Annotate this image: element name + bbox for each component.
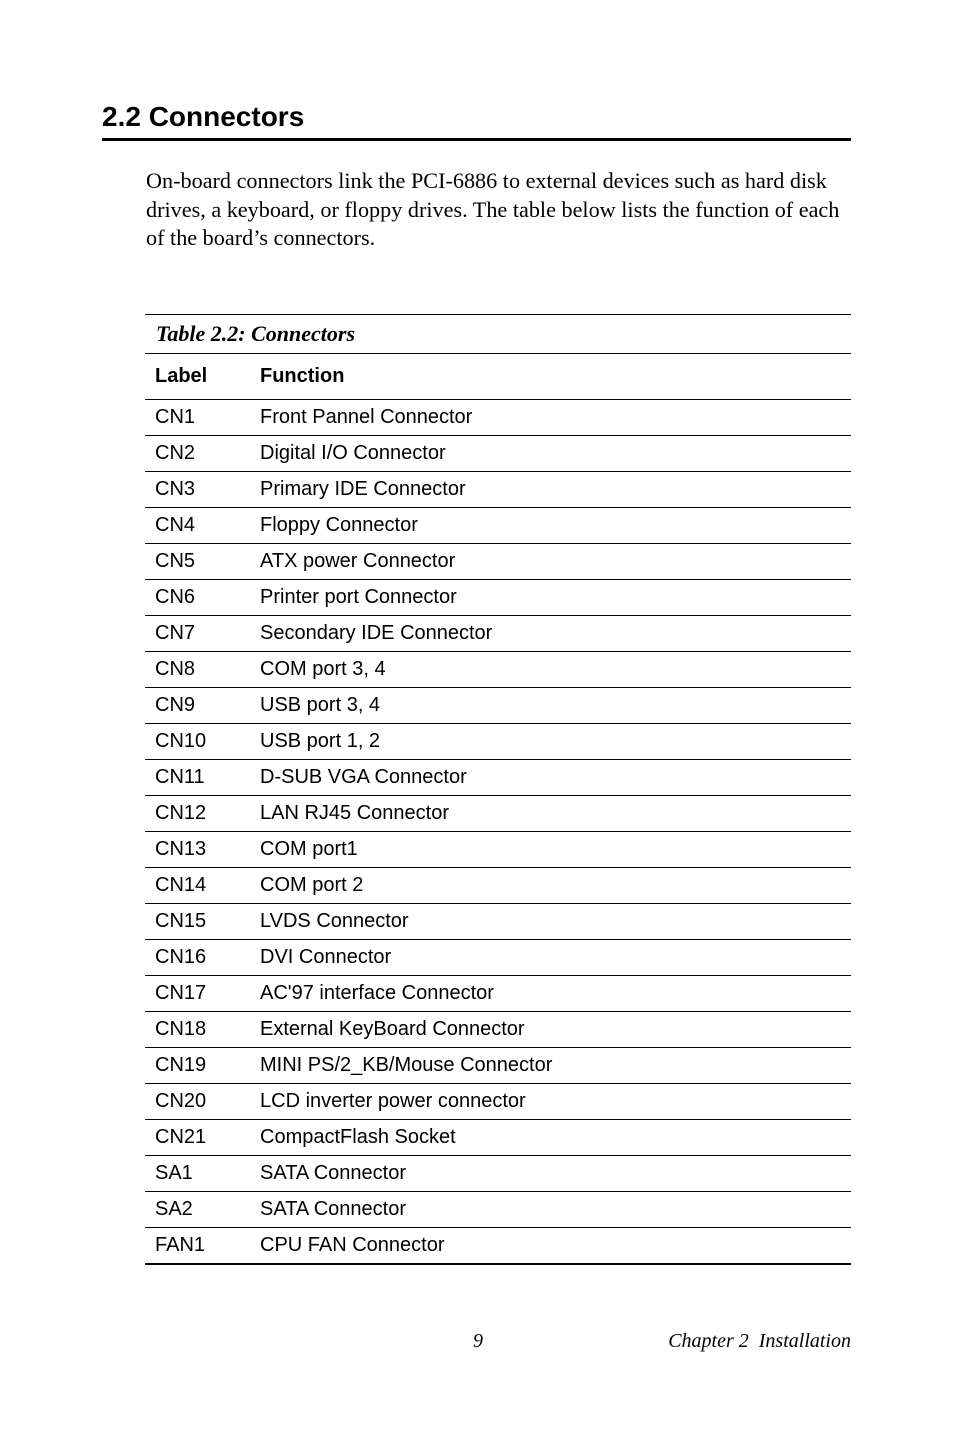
connector-label-cell: CN17	[145, 976, 260, 1012]
table-row	[145, 1228, 851, 1265]
table-row	[145, 1084, 851, 1120]
connector-label-cell: CN15	[145, 904, 260, 940]
table-row	[145, 904, 851, 940]
table-row	[145, 472, 851, 508]
connector-label-cell: SA1	[145, 1156, 260, 1192]
connector-function-cell: USB port 3, 4	[260, 688, 851, 724]
table-row	[145, 976, 851, 1012]
connector-function-cell: LVDS Connector	[260, 904, 851, 940]
connector-function-cell: LAN RJ45 Connector	[260, 796, 851, 832]
table-row	[145, 1120, 851, 1156]
connector-function-cell: Floppy Connector	[260, 508, 851, 544]
connector-function-cell: CompactFlash Socket	[260, 1120, 851, 1156]
table-caption: Table 2.2: Connectors	[145, 314, 851, 354]
table-row	[145, 1012, 851, 1048]
connector-function-cell: AC'97 interface Connector	[260, 976, 851, 1012]
table-row	[145, 508, 851, 544]
connector-label-cell: FAN1	[145, 1228, 260, 1265]
connector-label-cell: CN5	[145, 544, 260, 580]
table-row	[145, 436, 851, 472]
connector-label-cell: CN21	[145, 1120, 260, 1156]
table-row	[145, 400, 851, 436]
connector-function-cell: SATA Connector	[260, 1156, 851, 1192]
section-heading: 2.2 Connectors	[102, 98, 851, 141]
connector-function-cell: COM port 3, 4	[260, 652, 851, 688]
connector-function-cell: MINI PS/2_KB/Mouse Connector	[260, 1048, 851, 1084]
connector-function-cell: Digital I/O Connector	[260, 436, 851, 472]
connector-function-cell: LCD inverter power connector	[260, 1084, 851, 1120]
table-row	[145, 688, 851, 724]
connector-label-cell: CN14	[145, 868, 260, 904]
connector-function-cell: Printer port Connector	[260, 580, 851, 616]
table-row	[145, 616, 851, 652]
column-header-label: Label	[145, 354, 260, 400]
connector-label-cell: CN6	[145, 580, 260, 616]
connector-function-cell: COM port 2	[260, 868, 851, 904]
connector-function-cell: SATA Connector	[260, 1192, 851, 1228]
table-row	[145, 868, 851, 904]
table-row	[145, 652, 851, 688]
connector-function-cell: DVI Connector	[260, 940, 851, 976]
connector-function-cell: COM port1	[260, 832, 851, 868]
connector-label-cell: CN19	[145, 1048, 260, 1084]
connector-label-cell: CN16	[145, 940, 260, 976]
connector-label-cell: CN11	[145, 760, 260, 796]
table-row	[145, 796, 851, 832]
connector-function-cell: Primary IDE Connector	[260, 472, 851, 508]
table-header-row	[145, 354, 851, 400]
page-number: 9	[473, 1330, 483, 1352]
column-header-function: Function	[260, 354, 851, 400]
connector-label-cell: CN13	[145, 832, 260, 868]
connector-label-cell: CN18	[145, 1012, 260, 1048]
connectors-table	[145, 354, 851, 1265]
table-row	[145, 1048, 851, 1084]
intro-paragraph: On-board connectors link the PCI-6886 to external devices such as hard disk drives, a keyboard, or floppy drives. The table below lists the function of each of the board’s connectors.	[146, 168, 840, 251]
connector-function-cell: Secondary IDE Connector	[260, 616, 851, 652]
table-row	[145, 940, 851, 976]
connector-label-cell: CN1	[145, 400, 260, 436]
table-row	[145, 544, 851, 580]
table-row	[145, 832, 851, 868]
table-body	[145, 400, 851, 1265]
table-row	[145, 760, 851, 796]
connectors-table-block	[145, 314, 851, 1265]
connector-function-cell: CPU FAN Connector	[260, 1228, 851, 1265]
connector-label-cell: CN8	[145, 652, 260, 688]
connector-function-cell: USB port 1, 2	[260, 724, 851, 760]
table-row	[145, 580, 851, 616]
table-row	[145, 1192, 851, 1228]
table-row	[145, 1156, 851, 1192]
connector-label-cell: CN3	[145, 472, 260, 508]
connector-label-cell: CN12	[145, 796, 260, 832]
connector-label-cell: CN7	[145, 616, 260, 652]
connector-label-cell: SA2	[145, 1192, 260, 1228]
connector-function-cell: Front Pannel Connector	[260, 400, 851, 436]
connector-function-cell: External KeyBoard Connector	[260, 1012, 851, 1048]
connector-function-cell: D-SUB VGA Connector	[260, 760, 851, 796]
table-row	[145, 724, 851, 760]
chapter-footer: Chapter 2 Installation	[668, 1330, 851, 1352]
connector-label-cell: CN9	[145, 688, 260, 724]
connector-label-cell: CN20	[145, 1084, 260, 1120]
connector-label-cell: CN2	[145, 436, 260, 472]
connector-label-cell: CN4	[145, 508, 260, 544]
connector-label-cell: CN10	[145, 724, 260, 760]
connector-function-cell: ATX power Connector	[260, 544, 851, 580]
